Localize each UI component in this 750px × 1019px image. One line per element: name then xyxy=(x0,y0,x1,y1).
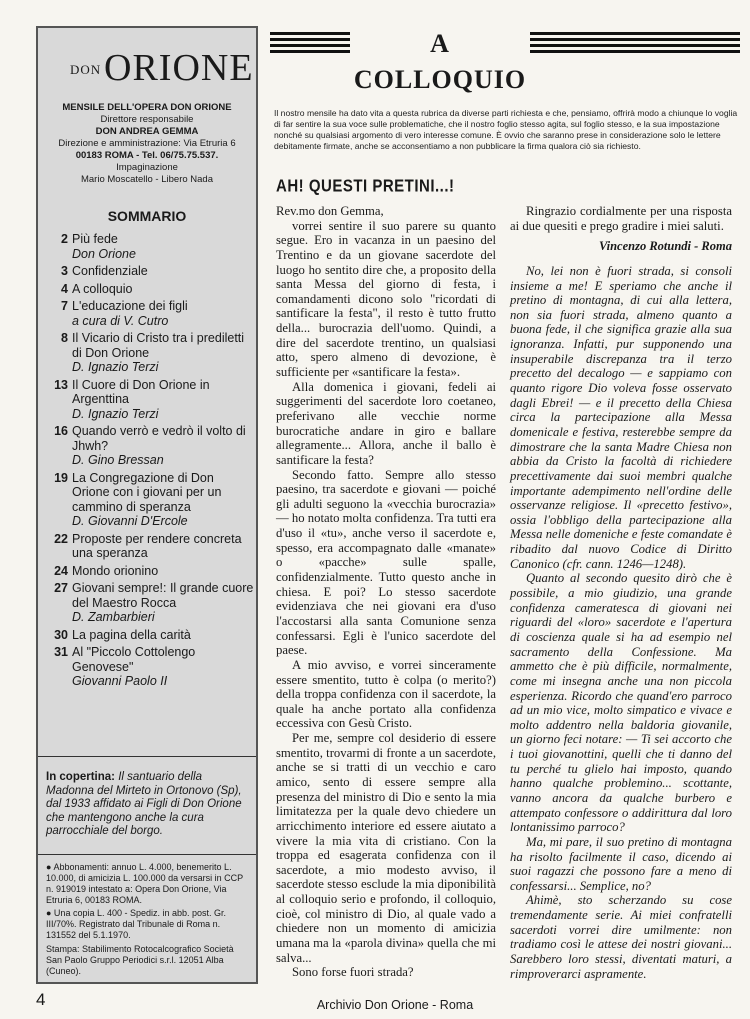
masthead-line: MENSILE DELL'OPERA DON ORIONE xyxy=(62,102,232,113)
magazine-logo xyxy=(60,38,254,108)
toc-item xyxy=(42,264,254,279)
toc-item xyxy=(42,628,254,643)
copy-price: ● Una copia L. 400 - Spediz. in abb. post. Gr. III/70%. Registrato dal Tribunale di Roma n. 131552 del 5.1.1970. xyxy=(46,908,227,940)
section-title: A COLLOQUIO xyxy=(350,26,530,62)
toc-page: 8 xyxy=(61,331,68,345)
toc-item xyxy=(42,424,254,468)
toc-page: 31 xyxy=(54,645,68,659)
toc-title: La Congregazione di Don Orione con i giovani per un cammino di speranza xyxy=(72,470,222,514)
letter-paragraph: vorrei sentire il suo parere su quanto segue. Ero in vacanza in un paesino del Trentino e da un giovane sacerdote del luogo ho sentito dire che, a proposito della santa Messa del giorno di festa, i comandamenti dicono solo "ricordati di santificare la festa", il resto è tutto frutto della... burocrazia dell'uomo. Quindi, a dire del sacerdote trentino, un qualsiasi atto, spero almeno di devozione, è sufficiente per «santificare la festa». xyxy=(276,218,496,380)
toc-page: 30 xyxy=(54,627,68,642)
logo-don: DON xyxy=(70,62,102,77)
header-rule-right xyxy=(530,32,740,58)
article-title: AH! QUESTI PRETINI...! xyxy=(276,176,455,197)
cover-label: In copertina: xyxy=(46,771,116,783)
toc-author: D. Zambarbieri xyxy=(72,610,155,624)
toc-title: Il Vicario di Cristo tra i prediletti di Don Orione xyxy=(72,331,245,360)
toc-item xyxy=(42,282,254,297)
masthead-line: DON ANDREA GEMMA xyxy=(95,126,199,137)
toc-page: 27 xyxy=(54,581,68,595)
toc-item xyxy=(42,378,254,422)
toc-item xyxy=(42,564,254,579)
divider xyxy=(38,756,256,757)
page-number: 4 xyxy=(36,990,46,1009)
letter-paragraph: Rev.mo don Gemma, xyxy=(276,204,384,218)
reply-paragraph: Ahimè, sto scherzando su cose tremendamente serie. Ai miei confratelli sacerdoti vorrei dire umilmente: non tradiamo così le attese dei nostri giovani... Sarebbero loro stessi, diventati maturi, a rimproverarci aspramente. xyxy=(510,893,732,981)
masthead xyxy=(38,102,256,186)
toc-title: Al "Piccolo Cottolengo Genovese" xyxy=(72,645,196,674)
toc-page: 13 xyxy=(54,377,68,392)
logo-orione: ORIONE xyxy=(104,47,254,89)
toc-title: Giovani sempre!: Il grande cuore del Maestro Rocca xyxy=(72,581,254,610)
toc-title: L'educazione dei figli xyxy=(72,299,188,313)
divider xyxy=(38,854,256,855)
toc-page: 7 xyxy=(61,299,68,313)
sommario-title: SOMMARIO xyxy=(107,208,187,224)
letter-paragraph: Sono forse fuori strada? xyxy=(292,965,414,980)
masthead-line: Direttore responsabile xyxy=(100,114,194,125)
toc-item xyxy=(42,532,254,561)
letter-signature: Vincenzo Rotundi - Roma xyxy=(598,239,732,254)
reply-paragraph: No, lei non è fuori strada, si consoli insieme a me! E speriamo che anche il pretino di montagna, di cui alla lettera, non sia fuori strada, almeno quanto a buona fede, il che significa grazie alla sua ignoranza. Infatti, pur supponendo una insuperabile discrepanza tra il terzo precetto del decalogo — e sappiamo con quanto rigore Dio voleva fosse osservato dagli Ebrei! — e il precetto della Chiesa circa la partecipazione alla Messa domenicale e festiva, resterebbe sempre da dimostrare che la santa Madre Chiesa non abbia da Cristo la facoltà di richiedere precettivamente dai suoi membri qualche importante adempimento nell'ordine delle osservanze religiose. Il «precetto festivo», ossia l'obbligo della partecipazione alla Messa nelle domeniche e feste comandate è ribadito dal nuovo Codice di Diritto Canonico (cfr. cann. 1246—1248). xyxy=(510,263,732,571)
contents-sidebar xyxy=(36,26,258,984)
toc-item xyxy=(42,645,254,689)
toc-item xyxy=(42,331,254,375)
subscriptions: ● Abbonamenti: annuo L. 4.000, benemerito L. 10.000, di amicizia L. 100.000 da versarsi in CCP n. 919019 intestato a: Opera Don Orione, Via Etruria 6, 00183 ROMA. xyxy=(46,862,243,905)
toc-author: D. Giovanni D'Ercole xyxy=(72,514,188,528)
column-intro: Il nostro mensile ha dato vita a questa rubrica da diverse parti richiesta e che, pensiamo, offrirà modo a chiunque lo voglia di far sentire la sua voce sulle problematiche, che il nostro foglio stesso agita, sul foglio stesso, e la sua impostazione nonché su qualsiasi argomento di vero interesse comune. È ovvio che saranno prese in considerazione solo le lettere debitamente firmate, anche se acconsentiamo a non pubblicare la firma qualora ciò sia richiesto. xyxy=(274,108,738,151)
letter-paragraph: Per me, sempre col desiderio di essere smentito, trovarmi di fronte a un sacerdote, anche se si tratti di un vecchio e caro amico, sento di essere sempre alla presenza del ministro di Dio e sento la mia limitatezza per la quale devo chiedere un arricchimento interiore ed essere aiutato a vivere la mia vita di cristiano. Con la troppa ed esagerata confidenza con il sacerdote, a mio modesto avviso, il sacerdote stesso esclude la mia diponibilità al colloquio serio e profondo, il colloquio, cioè, col ministro di Dio, al quale vado a chiedere non un momento di amicizia umana ma la «parola divina» quella che mi salva... xyxy=(276,731,496,965)
toc-page: 2 xyxy=(61,232,68,246)
article-column-1 xyxy=(276,204,496,980)
table-of-contents xyxy=(42,232,254,692)
toc-author: D. Ignazio Terzi xyxy=(72,406,159,421)
toc-title: Più fede xyxy=(72,232,118,246)
reply-paragraph: Ma, mi pare, il suo pretino di montagna ha risolto facilmente il caso, dicendo ai suoi ragazzi che possono fare a meno di confessarsi... Semplice, no? xyxy=(510,834,732,893)
toc-title: Quando verrò e vedrò il volto di Jhwh? xyxy=(72,424,246,453)
masthead-line: Impaginazione xyxy=(116,162,178,173)
masthead-line: Mario Moscatello - Libero Nada xyxy=(80,174,213,185)
toc-page: 24 xyxy=(54,563,68,578)
masthead-line: Direzione e amministrazione: Via Etruria 6 xyxy=(58,138,236,149)
masthead-line: 00183 ROMA - Tel. 06/75.75.537. xyxy=(75,150,219,161)
reply-paragraph: Quanto al secondo quesito dirò che è possibile, a mio giudizio, una grande confidenza cameratesca di giovani nei riguardi del «loro» sacerdote e l'apertura di coscienza quale si ha ad esempio nel sacramento della Confessione. Ma ammetto che è più difficile, normalmente, come mi insegna anche una non piccola esperienza. Ricordo che quand'ero parroco ad un mio vice, molto simpatico e vivace e molto addentro nella baldoria giovanile, un giorno feci notare: — Ti sei accorto che i tuoi giovanottini, quelli che ti danno del tu perché tu glielo hai imposto, quando hanno qualche problemino... scottante, vanno ancora da qualche burbero e attempato confessore o addirittura dal loro lontanissimo parroco? xyxy=(510,571,732,835)
toc-item xyxy=(42,581,254,625)
toc-page: 4 xyxy=(61,281,68,296)
letter-paragraph: A mio avviso, e vorrei sinceramente essere smentito, tutto è colpa (o merito?) della troppa confidenza con il sacerdote, la quale ha anche portato alla confidenza eccessiva con Gesù Cristo. xyxy=(276,657,496,731)
toc-item xyxy=(42,232,254,261)
toc-page: 16 xyxy=(54,424,68,438)
toc-author: Don Orione xyxy=(72,246,136,261)
toc-author: D. Gino Bressan xyxy=(72,453,164,467)
toc-author: a cura di V. Cutro xyxy=(72,313,169,328)
toc-title: A colloquio xyxy=(72,281,133,296)
letter-closing: Ringrazio cordialmente per una risposta ai due quesiti e prego gradire i miei saluti. xyxy=(510,204,732,233)
toc-title: La pagina della carità xyxy=(72,627,191,642)
archive-footer: Archivio Don Orione - Roma xyxy=(316,998,474,1012)
toc-page: 22 xyxy=(54,531,68,546)
section-header xyxy=(270,26,740,94)
header-rule-left xyxy=(270,32,350,58)
printer: Stampa: Stabilimento Rotocalcografico Società San Paolo Gruppo Periodici s.r.l. 12051 Alba (Cuneo). xyxy=(46,944,234,976)
toc-author: Giovanni Paolo II xyxy=(72,674,168,688)
toc-title: Proposte per rendere concreta una speranza xyxy=(72,531,242,560)
toc-author: D. Ignazio Terzi xyxy=(72,360,159,374)
toc-page: 3 xyxy=(61,264,68,278)
cover-text: Il santuario della Madonna del Mirteto in Ortonovo (Sp), dal 1933 affidato ai Figli di Don Orione che mantengono anche la cura parrocchiale del borgo. xyxy=(46,771,242,837)
toc-title: Il Cuore di Don Orione in Argenttina xyxy=(72,377,210,406)
letter-paragraph: Secondo fatto. Sempre allo stesso paesino, tra sacerdote e giovani — poiché gli adulti seguono la «vecchia burocrazia» — ho notato molta confidenza. Tra tutti era d'uso il «tu», anche verso il sacerdote e, spesso, era accompagnato dalle «manate» o «pacche» sulle spalle, confidenzialmente. Tutto questo anche in chiesa. E poi? Lo stesso sacerdote evidenziava che nei giovani era d'uso l'accostarsi alla santa Comunione senza confessarsi. Egli è l'unico sacerdote del paese. xyxy=(276,467,496,658)
article-column-2 xyxy=(510,204,732,981)
toc-title: Mondo orionino xyxy=(72,563,159,578)
toc-item xyxy=(42,299,254,328)
letter-paragraph: Alla domenica i giovani, fedeli ai suggerimenti del sacerdote loro coetaneo, preferivano alle vecchie norme burocratiche andare in giro e ballare allegramente... Allora, anche il ballo è santificare la festa? xyxy=(276,379,496,467)
toc-item xyxy=(42,471,254,529)
cover-caption xyxy=(46,771,252,839)
toc-title: Confidenziale xyxy=(72,264,148,278)
toc-page: 19 xyxy=(54,470,68,485)
